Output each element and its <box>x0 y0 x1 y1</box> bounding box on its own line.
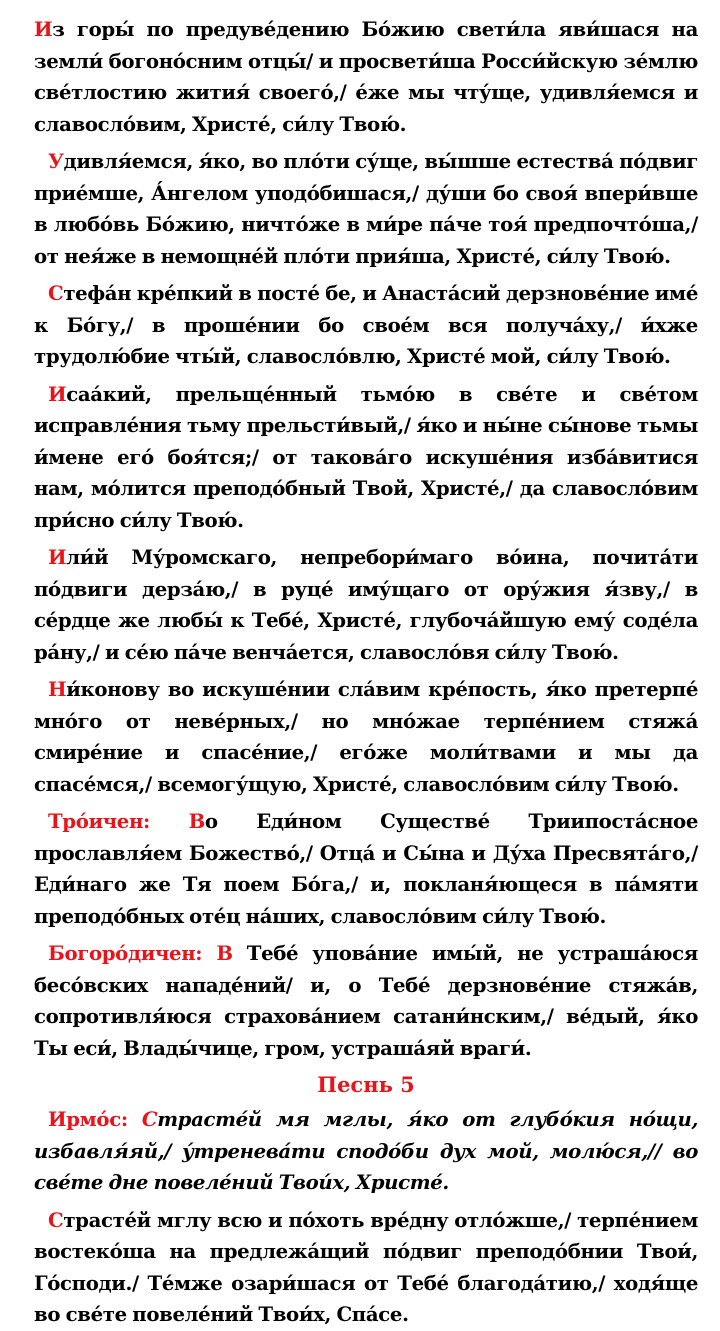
troparion-1 <box>34 14 698 140</box>
troparion-text: и́конову во искуше́нии сла́вим кре́пость, я́ко претерпе́ мно́го от неве́рных,/ но мно́жае терпе́нием стяжа́ смире́ние и спасе́ние,/ его́же моли́твами и мы да спасе́мся,/ всемогу́щую, Христе́, славосло́вим си́лу Твою́. <box>34 678 698 796</box>
theotokion <box>34 938 698 1064</box>
rubric-label: Тро́ичен: <box>48 810 189 833</box>
irmos <box>34 1104 698 1199</box>
drop-initial: С <box>141 1108 158 1131</box>
drop-initial: В <box>216 942 233 965</box>
troparion-text: дивля́емся, я́ко, во пло́ти су́ще, вы́шше естества́ по́двиг прие́мше, А́нгелом уподо́бишася,/ ду́ши бо своя́ впери́вше в любо́вь Бо́жию, ничто́же в ми́ре па́че тоя́ предпочто́ша,/ от нея́же в немощне́й пло́ти прия́ша, Христе́, си́лу Твою́. <box>34 150 698 268</box>
troparion-5 <box>34 542 698 668</box>
drop-initial: И <box>48 382 67 406</box>
troparion-ode5-1 <box>34 1205 698 1331</box>
rubric-label: Богоро́дичен: <box>48 942 217 965</box>
troparion-text: тефа́н кре́пкий в посте́ бе, и Анаста́сий дерзнове́ние име́ к Бо́гу,/ в проше́нии бо свое́м вся получа́ху,/ и́хже трудолю́бие чты́й, славосло́влю, Христе́ мой, си́лу Твою́. <box>34 282 698 368</box>
rubric-label: Ирмо́с: <box>48 1108 142 1131</box>
drop-initial: И <box>48 546 67 569</box>
troparion-text: о Еди́ном Существе́ Триипоста́сное прославля́ем Божество́,/ Отца́ и Сы́на и Ду́ха Пресвята́го,/ Еди́наго же Тя поем Бо́га,/ и, покланя́ющеся в па́мяти преподо́бных оте́ц на́ших, славосло́вим си́лу Твою́. <box>34 810 698 928</box>
troparion-4 <box>34 379 698 537</box>
drop-initial: Н <box>48 678 67 701</box>
troparion-text: трасте́й мглу всю и по́хоть вре́дну отло́жше,/ терпе́нием востеко́ша на предлежа́щий по́двиг преподо́бнии Твои́, Го́споди./ Те́мже озари́шася от Тебе́ благода́тию,/ ходя́ще во све́те повеле́ний Твои́х, Спа́се. <box>34 1208 698 1326</box>
drop-initial: И <box>34 18 53 41</box>
troparion-text: саа́кий, прельще́нный тьмо́ю в све́те и све́том исправле́ния тьму прельсти́вый,/ я́ко и ны́не сы́нове тьмы и́мене его́ боя́тся;/ от такова́го искуше́ния изба́витися нам, мо́лится преподо́бный Твой, Христе́,/ да славосло́вим при́сно си́лу Твою́. <box>34 382 698 532</box>
troparion-2 <box>34 146 698 272</box>
troparion-text: Тебе́ упова́ние имы́й, не устраша́юся бесо́вских нападе́ний/ и, о Тебе́ дерзнове́ние стяжа́в, сопротивля́юся страхова́нием сатани́нским,/ ве́дый, я́ко Ты еси́, Влады́чице, гром, устраша́яй враги́. <box>34 942 698 1060</box>
ode-heading: Песнь 5 <box>317 1072 415 1097</box>
drop-initial: У <box>48 150 64 173</box>
irmos-text: трасте́й мя мглы, я́ко от глубо́кия но́щи, избавля́яй,/ у́тренева́ти сподо́би дух мой, молю́ся,// во све́те дне повеле́ний Твои́х, Христе́. <box>34 1108 698 1194</box>
troparion-3 <box>34 278 698 373</box>
trinity-troparion <box>34 806 698 932</box>
troparion-text: ли́й Му́ромскаго, непребори́маго во́ина, почита́ти по́двиги дерза́ю,/ в руце́ иму́щаго от ору́жия я́зву,/ в се́рдце же любы́ к Тебе́, Христе́, глубоча́йшую ему́ соде́ла ра́ну,/ и се́ю па́че венча́ется, славосло́вя си́лу Твою́. <box>34 546 698 664</box>
drop-initial: В <box>188 810 205 833</box>
troparion-text: з горы́ по предуве́дению Бо́жию свети́ла яви́шася на земли́ богоно́сним отцы́/ и просвети́ша Росси́йскую зе́млю све́тлостию жития́ своего́,/ е́же мы чту́ще, удивля́емся и славосло́вим, Христе́, си́лу Твою́. <box>34 18 698 136</box>
drop-initial: С <box>48 282 64 305</box>
troparion-6 <box>34 674 698 800</box>
drop-initial: С <box>48 1208 64 1232</box>
